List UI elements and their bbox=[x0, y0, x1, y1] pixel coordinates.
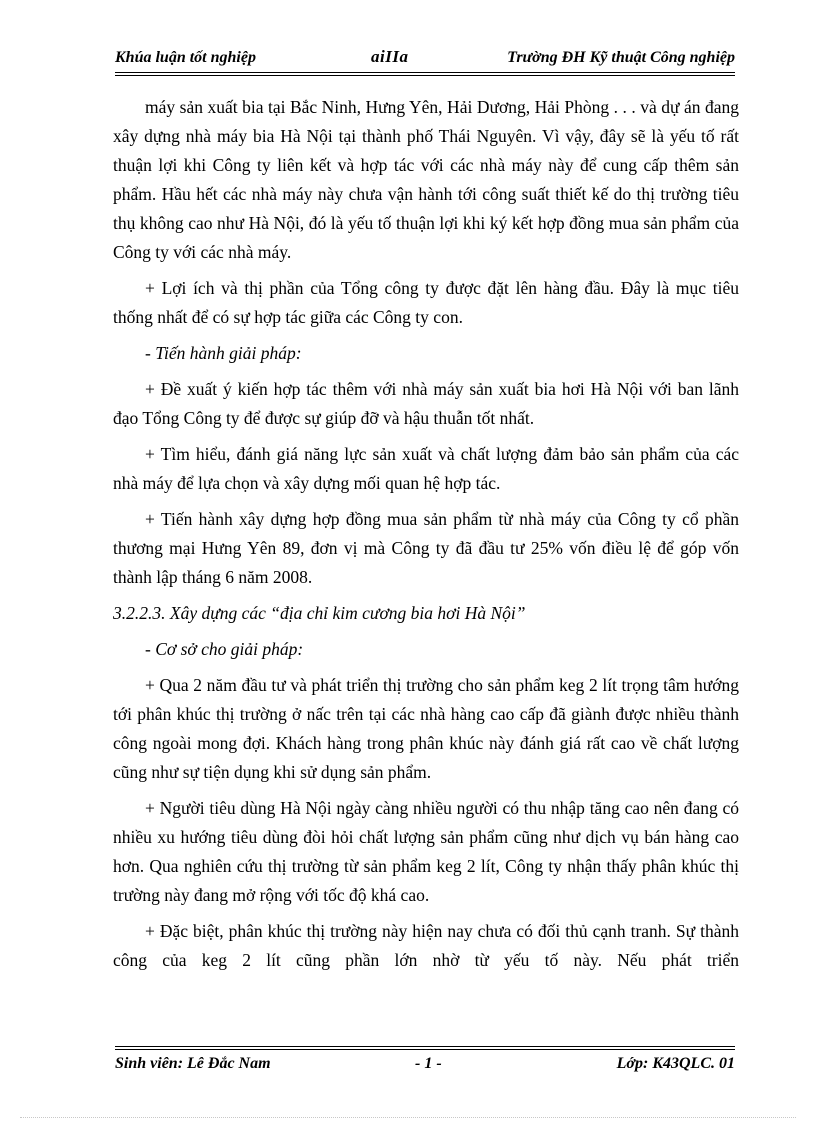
page-header bbox=[115, 47, 735, 71]
paragraph: + Tìm hiểu, đánh giá năng lực sản xuất và chất lượng đảm bảo sản phẩm của các nhà máy để lựa chọn và xây dựng mối quan hệ hợp tác. bbox=[113, 444, 739, 493]
footer-class: Lớp: K43QLC. 01 bbox=[616, 1055, 735, 1072]
paragraph: + Lợi ích và thị phần của Tổng công ty được đặt lên hàng đầu. Đây là mục tiêu thống nhất để có sự hợp tác giữa các Công ty con. bbox=[113, 278, 739, 327]
page-bottom-border bbox=[20, 1117, 796, 1118]
header-ornament: aiIIa bbox=[371, 47, 409, 66]
paragraph: + Đặc biệt, phân khúc thị trường này hiện nay chưa có đối thủ cạnh tranh. Sự thành công của keg 2 lít cũng phần lớn nhờ từ yếu tố này. Nếu phát triển bbox=[113, 921, 739, 970]
header-rule bbox=[115, 72, 735, 76]
paragraph: + Qua 2 năm đầu tư và phát triển thị trường cho sản phẩm keg 2 lít trọng tâm hướng tới phân khúc thị trường ở nấc trên tại các nhà hàng cao cấp đã giành được nhiều thành công ngoài mong đợi. Khách hàng trong phân khúc này đánh giá rất cao về chất lượng cũng như sự tiện dụng khi sử dụng sản phẩm. bbox=[113, 675, 739, 782]
paragraph: + Đề xuất ý kiến hợp tác thêm với nhà máy sản xuất bia hơi Hà Nội với ban lãnh đạo Tổng Công ty để được sự giúp đỡ và hậu thuẫn tốt nhất. bbox=[113, 379, 739, 428]
footer-rule bbox=[115, 1046, 735, 1050]
section-heading: 3.2.2.3. Xây dựng các “địa chỉ kim cương bia hơi Hà Nội” bbox=[113, 603, 526, 623]
body-text bbox=[113, 93, 739, 975]
paragraph: + Tiến hành xây dựng hợp đồng mua sản phẩm từ nhà máy của Công ty cổ phần thương mại Hưng Yên 89, đơn vị mà Công ty đã đầu tư 25% vốn điều lệ để góp vốn thành lập tháng 6 năm 2008. bbox=[113, 509, 739, 587]
page-footer bbox=[115, 1055, 735, 1077]
footer-student: Sinh viên: Lê Đắc Nam bbox=[115, 1055, 271, 1072]
subheading: - Cơ sở cho giải pháp: bbox=[145, 639, 304, 659]
header-thesis-title: Khúa luận tốt nghiệp bbox=[115, 49, 256, 66]
subheading: - Tiến hành giải pháp: bbox=[145, 343, 302, 363]
paragraph: + Người tiêu dùng Hà Nội ngày càng nhiều người có thu nhập tăng cao nên đang có nhiều xu hướng tiêu dùng đòi hỏi chất lượng sản phẩm cũng như dịch vụ bán hàng cao hơn. Qua nghiên cứu thị trường từ sản phẩm keg 2 lít, Công ty nhận thấy phân khúc thị trường này đang mở rộng với tốc độ khá cao. bbox=[113, 798, 739, 905]
header-university: Trường ĐH Kỹ thuật Công nghiệp bbox=[507, 49, 735, 66]
page-number: - 1 - bbox=[415, 1055, 442, 1072]
paragraph: máy sản xuất bia tại Bắc Ninh, Hưng Yên, Hải Dương, Hải Phòng . . . và dự án đang xây dựng nhà máy bia Hà Nội tại thành phố Thái Nguyên. Vì vậy, đây sẽ là yếu tố rất thuận lợi khi Công ty liên kết và hợp tác với các nhà máy này để cung cấp thêm sản phẩm. Hầu hết các nhà máy này chưa vận hành tới công suất thiết kế do thị trường tiêu thụ không cao như Hà Nội, đó là yếu tố thuận lợi khi ký kết hợp đồng mua sản phẩm của Công ty với các nhà máy. bbox=[113, 97, 739, 262]
